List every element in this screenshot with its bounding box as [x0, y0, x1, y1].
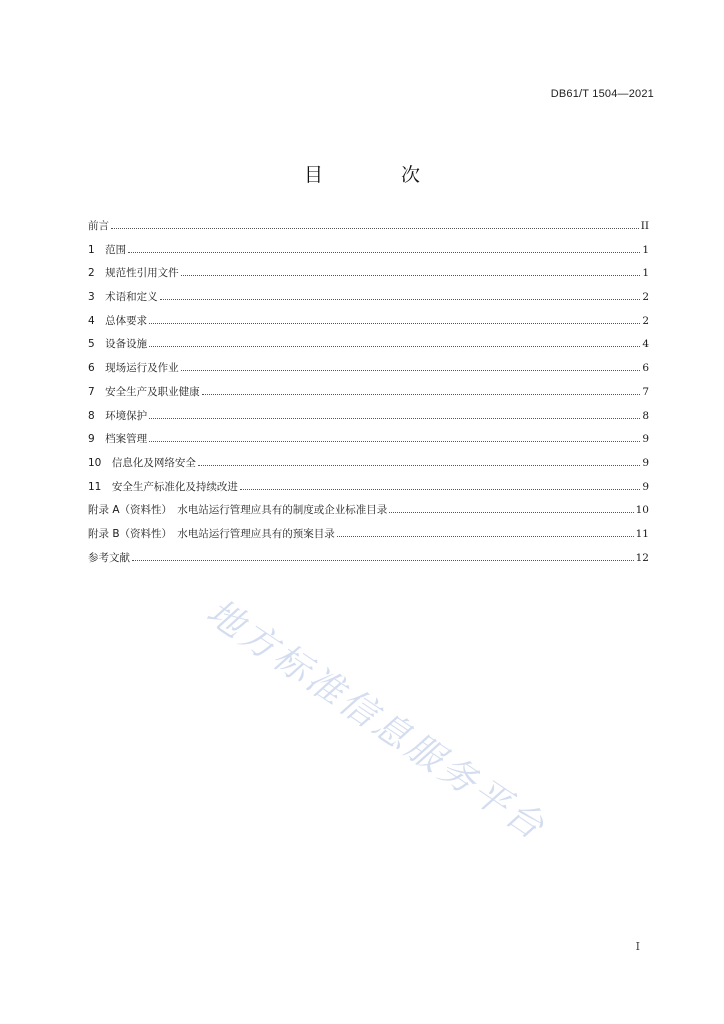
- toc-entry[interactable]: [88, 501, 649, 525]
- toc-dot-leader: [128, 252, 640, 253]
- page-number: I: [635, 940, 640, 953]
- toc-dot-leader: [149, 441, 640, 442]
- toc-entry-page: 7: [642, 385, 649, 398]
- toc-entry-page: 2: [642, 314, 649, 327]
- toc-entry-page: 1: [642, 243, 649, 256]
- toc-entry-title: 3 术语和定义: [88, 291, 158, 304]
- toc-entry-title: 附录 B（资料性） 水电站运行管理应具有的预案目录: [88, 527, 335, 540]
- toc-dot-leader: [181, 275, 641, 276]
- toc-entry-title: 11 安全生产标准化及持续改进: [88, 480, 238, 493]
- toc-entry[interactable]: [88, 454, 649, 478]
- toc-dot-leader: [149, 323, 640, 324]
- toc-dot-leader: [240, 489, 640, 490]
- toc-entry-title: 8 环境保护: [88, 409, 148, 422]
- document-code: DB61/T 1504—2021: [550, 88, 654, 100]
- toc-entry[interactable]: [88, 407, 649, 431]
- toc-dot-leader: [149, 346, 640, 347]
- toc-entry-page: 8: [642, 409, 649, 422]
- toc-entry-page: 2: [642, 291, 649, 304]
- toc-dot-leader: [198, 465, 640, 466]
- toc-entry-title: 1 范围: [88, 243, 127, 256]
- toc-dot-leader: [149, 418, 640, 419]
- toc-entry-page: 4: [642, 338, 649, 351]
- toc-entry-page: 9: [642, 433, 649, 446]
- toc-dot-leader: [181, 370, 641, 371]
- toc-entry-page: 1: [642, 267, 649, 280]
- toc-entry[interactable]: [88, 335, 649, 359]
- toc-entry-title: 4 总体要求: [88, 314, 148, 327]
- toc-entry[interactable]: [88, 430, 649, 454]
- toc-entry[interactable]: [88, 288, 649, 312]
- toc-entry[interactable]: [88, 217, 649, 241]
- toc-entry-page: 12: [635, 551, 649, 564]
- toc-entry[interactable]: [88, 241, 649, 265]
- page-title: 目 次: [303, 164, 457, 186]
- toc-entry-title: 参考文献: [88, 551, 130, 564]
- toc-entry[interactable]: [88, 383, 649, 407]
- watermark: 地方标准信息服务平台: [199, 591, 554, 850]
- toc-entry[interactable]: [88, 525, 649, 549]
- toc-dot-leader: [202, 394, 641, 395]
- toc-dot-leader: [160, 299, 641, 300]
- toc-entry-page: 9: [642, 456, 649, 469]
- toc-dot-leader: [337, 536, 634, 537]
- toc-entry-page: 9: [642, 480, 649, 493]
- toc-entry-page: 11: [635, 527, 649, 540]
- toc-entry-title: 9 档案管理: [88, 433, 148, 446]
- toc-entry-title: 前言: [88, 220, 109, 232]
- toc-dot-leader: [389, 512, 633, 513]
- toc-dot-leader: [111, 228, 639, 229]
- toc-entry-title: 10 信息化及网络安全: [88, 456, 196, 469]
- toc-entry-title: 2 规范性引用文件: [88, 267, 179, 280]
- toc-dot-leader: [132, 560, 634, 561]
- toc-entry-title: 附录 A（资料性） 水电站运行管理应具有的制度或企业标准目录: [88, 504, 388, 517]
- toc-entry-title: 5 设备设施: [88, 338, 148, 351]
- toc-entry[interactable]: [88, 549, 649, 573]
- toc-entry-page: 10: [635, 504, 649, 517]
- toc-entry-title: 6 现场运行及作业: [88, 362, 179, 375]
- toc-entry[interactable]: [88, 359, 649, 383]
- toc-entry-title: 7 安全生产及职业健康: [88, 385, 200, 398]
- toc-entry[interactable]: [88, 312, 649, 336]
- toc-entry-page: 6: [642, 362, 649, 375]
- toc-entry[interactable]: [88, 264, 649, 288]
- toc-entry[interactable]: [88, 478, 649, 502]
- toc-entry-page: II: [640, 220, 649, 232]
- table-of-contents: [88, 217, 649, 572]
